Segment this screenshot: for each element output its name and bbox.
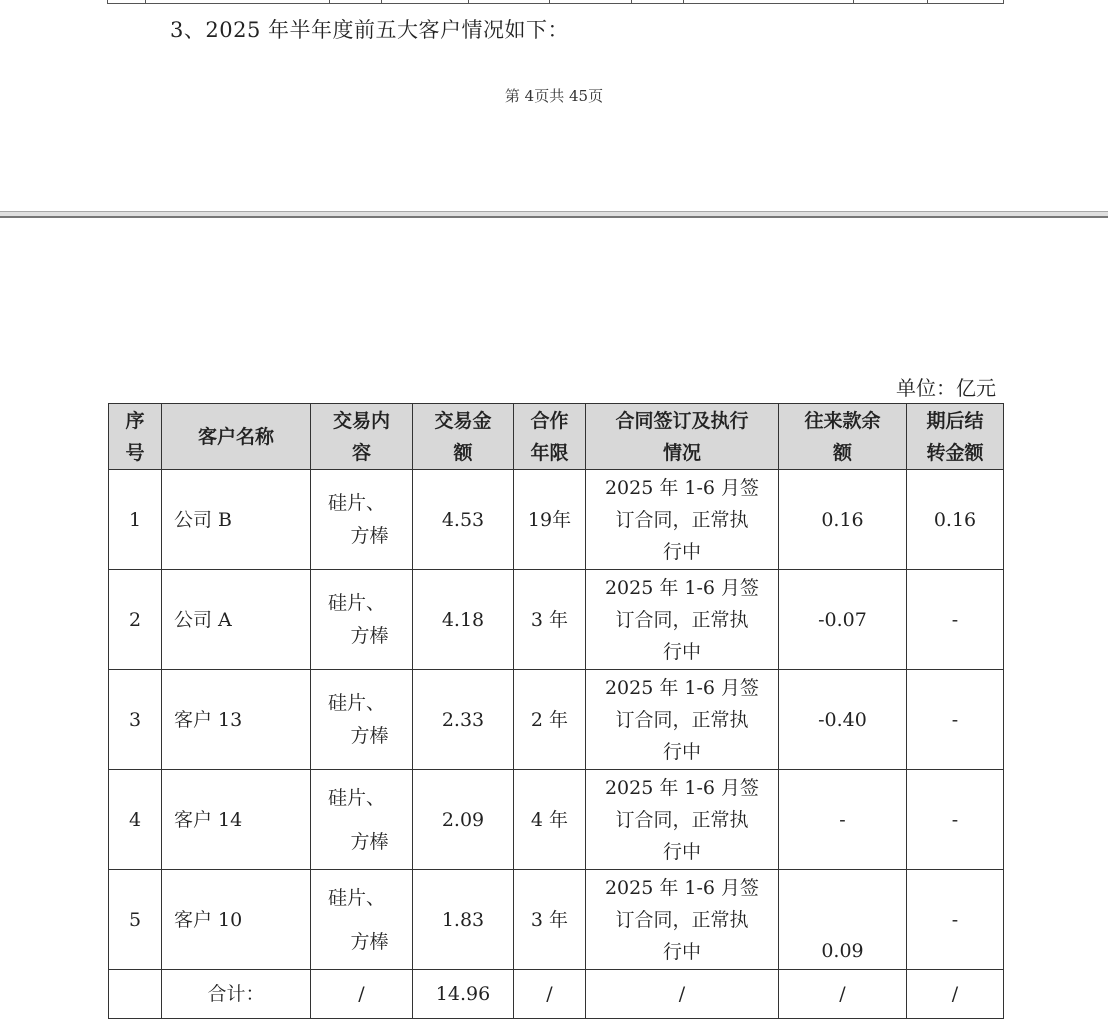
cell-seq [109,970,162,1019]
cell-seq: 5 [109,870,162,970]
cell-subsequent: - [907,770,1004,870]
cell-balance: - [779,770,907,870]
page-number-footer: 第 4页共 45页 [504,87,604,105]
cell-contract: 2025 年 1-6 月签 订合同，正常执 行中 [586,870,779,970]
table-total-row [109,970,1004,1019]
cell-years: 3 年 [514,870,586,970]
cell-years: 4 年 [514,770,586,870]
header-contract-status: 合同签订及执行 情况 [586,404,779,470]
header-balance: 往来款余 额 [779,404,907,470]
cell-seq: 4 [109,770,162,870]
cell-seq: 3 [109,670,162,770]
table-row [109,770,1004,870]
cell-content: 硅片、 方棒 [311,870,413,970]
header-seq: 序 号 [109,404,162,470]
header-customer-name: 客户名称 [162,404,311,470]
cell-content: 硅片、 方棒 [311,670,413,770]
cell-amount: 2.09 [413,770,514,870]
cell-balance: -0.07 [779,570,907,670]
cell-customer-name: 客户 14 [162,770,311,870]
cell-subsequent: - [907,670,1004,770]
table-header-row [109,404,1004,470]
cell-balance: 0.09 [779,870,907,970]
cell-content: 硅片、 方棒 [311,570,413,670]
cell-customer-name: 公司 A [162,570,311,670]
header-transaction-content: 交易内 容 [311,404,413,470]
cell-seq: 1 [109,470,162,570]
header-subsequent-settlement: 期后结 转金额 [907,404,1004,470]
section-heading: 3、2025 年半年度前五大客户情况如下： [170,18,569,42]
header-transaction-amount: 交易金 额 [413,404,514,470]
cell-seq: 2 [109,570,162,670]
page-separator [0,211,1108,218]
cell-customer-name: 客户 13 [162,670,311,770]
cell-amount: 2.33 [413,670,514,770]
cell-total-label: 合计： [162,970,311,1019]
cell-balance: / [779,970,907,1019]
previous-table-bottom-edge [107,0,1004,4]
table-row [109,570,1004,670]
cell-contract: 2025 年 1-6 月签 订合同，正常执 行中 [586,470,779,570]
cell-years: 19年 [514,470,586,570]
cell-total-amount: 14.96 [413,970,514,1019]
cell-balance: -0.40 [779,670,907,770]
table-row [109,870,1004,970]
cell-amount: 4.18 [413,570,514,670]
cell-customer-name: 客户 10 [162,870,311,970]
cell-years: / [514,970,586,1019]
cell-years: 2 年 [514,670,586,770]
cell-content: 硅片、 方棒 [311,770,413,870]
cell-content: 硅片、 方棒 [311,470,413,570]
table-row [109,470,1004,570]
cell-amount: 1.83 [413,870,514,970]
cell-content: / [311,970,413,1019]
cell-amount: 4.53 [413,470,514,570]
cell-contract: / [586,970,779,1019]
cell-subsequent: - [907,870,1004,970]
cell-years: 3 年 [514,570,586,670]
top-five-customers-table [108,403,1004,1019]
cell-subsequent: - [907,570,1004,670]
cell-customer-name: 公司 B [162,470,311,570]
cell-contract: 2025 年 1-6 月签 订合同，正常执 行中 [586,670,779,770]
header-cooperation-years: 合作 年限 [514,404,586,470]
cell-subsequent: 0.16 [907,470,1004,570]
cell-balance: 0.16 [779,470,907,570]
unit-label: 单位：亿元 [896,376,996,400]
cell-contract: 2025 年 1-6 月签 订合同，正常执 行中 [586,770,779,870]
cell-contract: 2025 年 1-6 月签 订合同，正常执 行中 [586,570,779,670]
cell-subsequent: / [907,970,1004,1019]
table-row [109,670,1004,770]
